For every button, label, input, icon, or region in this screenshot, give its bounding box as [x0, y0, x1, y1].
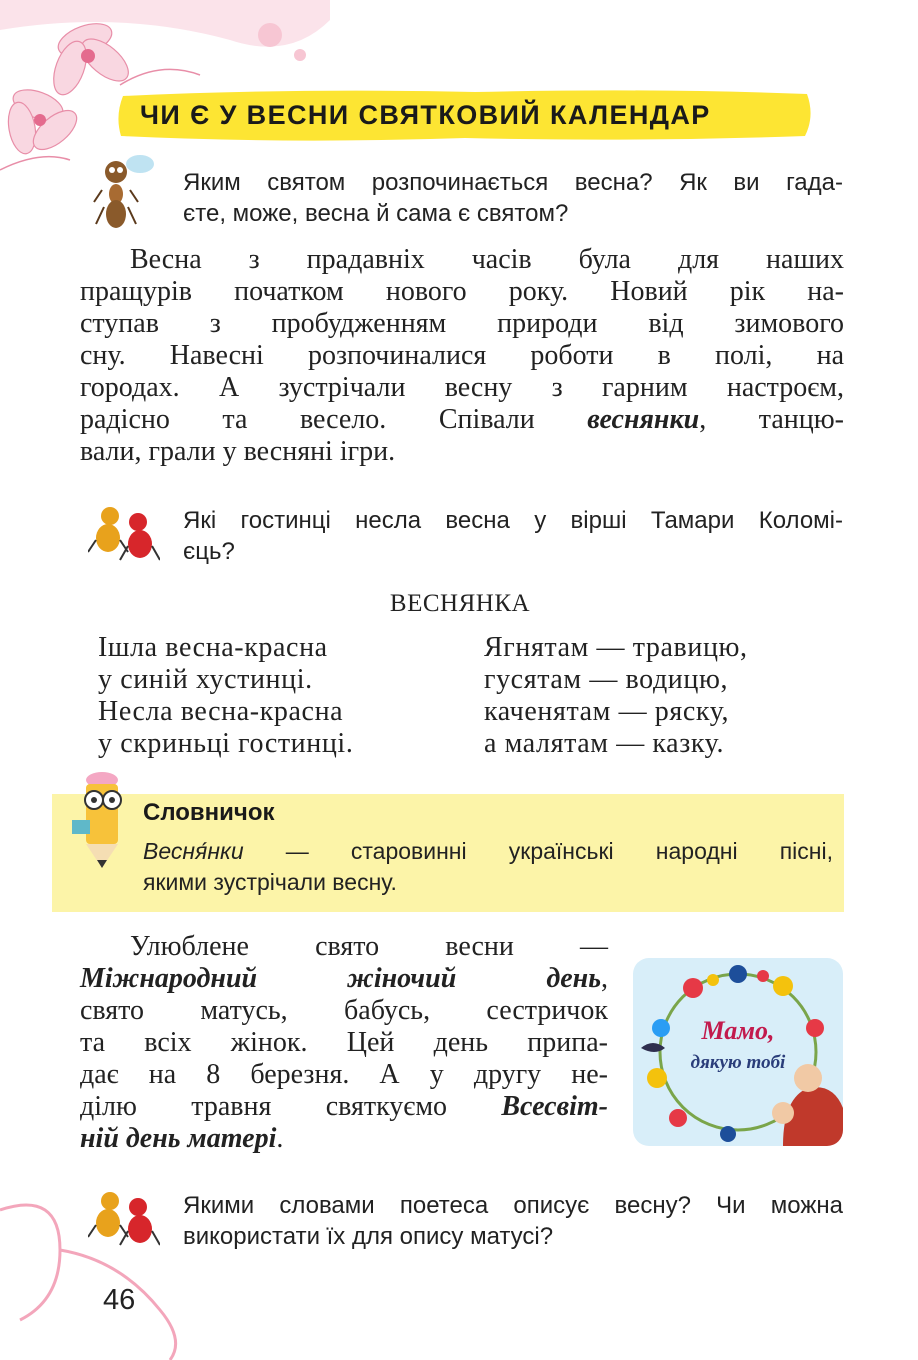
- term-vesnianky: веснянки: [587, 404, 700, 435]
- glossary-term: Весня́нки: [143, 838, 244, 864]
- card-greeting-line1: Мамо,: [701, 1016, 775, 1045]
- paragraph-spring-history: Весна з прадавніх часів була для наших пращурів початком нового року. Новий рік на- ступав з пробудженням природи від зимового сну. Навесні розпочиналися роботи в полі, на городах. А зустрічали весну з гарним настроєм, радісно та весело. Співали веснянки, танцю- вали, грали у весняні ігри.: [80, 244, 844, 467]
- poem-column-1: Ішла весна-красна у синій хустинці. Несла весна-красна у скриньці гостинці.: [98, 632, 354, 759]
- term-womens-day: Міжнародний жіночий день: [80, 963, 601, 994]
- page-number: 46: [103, 1284, 136, 1316]
- paragraph-womens-day: Улюблене свято весни — Міжнародний жіночий день, свято матусь, бабусь, сестричок та всіх жінок. Цей день припа- дає на 8 березня. А у другу не- ділю травня святкуємо Всесвіт- ній день матері.: [80, 931, 608, 1154]
- card-greeting-line2: дякую тобі: [690, 1052, 786, 1073]
- poem-title: ВЕСНЯНКА: [389, 590, 531, 617]
- pencil-mascot-icon: [62, 770, 140, 870]
- term-mothers-day: Всесвіт-: [501, 1091, 608, 1122]
- ant-icon: [92, 152, 158, 232]
- ants-pair-icon: [88, 500, 160, 564]
- pink-curl-decoration: [0, 1190, 190, 1360]
- glossary-title: Словничок: [143, 799, 275, 826]
- mothers-day-card: [633, 958, 843, 1146]
- question-3: Якими словами поетеса описує весну? Чи можна використати їх для опису матусі?: [183, 1192, 843, 1250]
- poem-column-2: Ягнятам — травицю, гусятам — водицю, каченятам — ряску, а малятам — казку.: [484, 632, 748, 759]
- question-2: Які гостинці несла весна у вірші Тамари Коломі- єць?: [183, 507, 843, 565]
- glossary-definition: Весня́нки — старовинні українські народні пісні, якими зустрічали весну.: [143, 838, 833, 895]
- page-title: ЧИ Є У ВЕСНИ СВЯТКОВИЙ КАЛЕНДАР: [140, 100, 711, 130]
- question-1: Яким святом розпочинається весна? Як ви гада- єте, може, весна й сама є святом?: [183, 169, 843, 227]
